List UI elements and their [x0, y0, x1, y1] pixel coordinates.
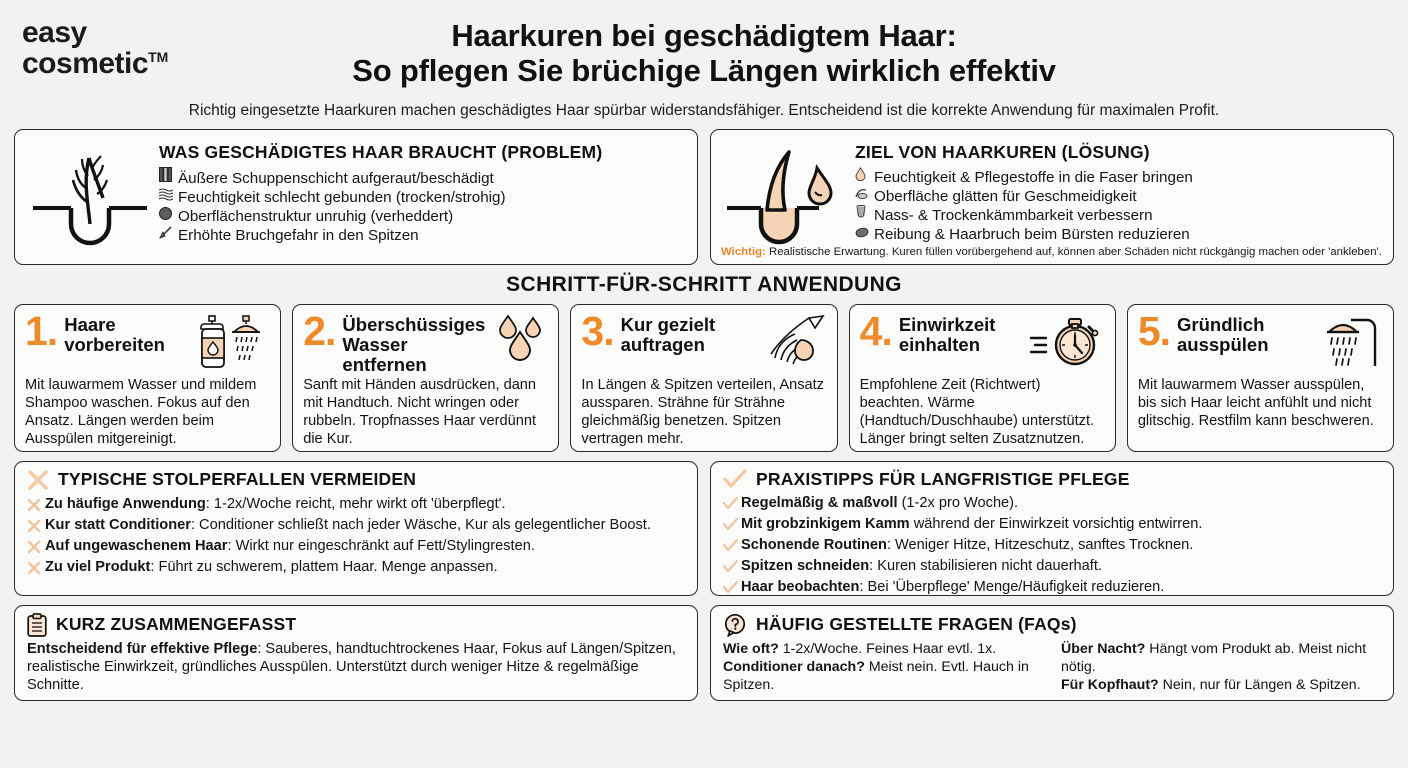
tips-panel [710, 461, 1394, 596]
step-header [25, 307, 270, 374]
faq-answer: Hängt vom Produkt ab. Meist nicht nötig. [1061, 640, 1367, 675]
step-number: 1. [25, 307, 58, 354]
tip-item-text: (1-2x pro Woche). [897, 494, 1019, 511]
summary-lead: Entscheidend für effektive Pflege [27, 640, 258, 657]
steps-section-title: SCHRITT-FÜR-SCHRITT ANWENDUNG [506, 272, 902, 296]
step-text: Mit lauwarmem Wasser ausspülen, bis sich Haar leicht anfühlt und nicht glitschig. Restfilm kann beschweren. [1137, 376, 1374, 429]
solution-panel-title: ZIEL VON HAARKUREN (LÖSUNG) [855, 141, 1150, 162]
x-mark-icon [27, 536, 45, 554]
pitfall-item-text: : 1-2x/Woche reicht, mehr wirkt oft 'überpflegt'. [205, 495, 506, 512]
droplet-icon [855, 167, 874, 181]
tip-item-bold: Schonende Routinen [741, 536, 887, 553]
step-label: Kur gezielt auftragen [620, 313, 716, 355]
step-number: 4. [859, 307, 892, 354]
faq-panel [710, 605, 1394, 701]
x-mark-icon [27, 557, 45, 575]
step-card-2 [292, 304, 559, 452]
step-header [859, 307, 1105, 374]
tip-item-bold: Haar beobachten [741, 579, 860, 596]
tip-item [723, 535, 1381, 556]
tip-item [723, 577, 1381, 598]
step-card-1 [14, 304, 281, 452]
title-line-2: So pflegen Sie brüchige Längen wirklich effektiv [352, 53, 1056, 89]
step-card-3 [570, 304, 837, 452]
problem-item-text: Erhöhte Bruchgefahr in den Spitzen [178, 227, 419, 245]
trademark-symbol: TM [148, 48, 169, 65]
step-header [303, 307, 548, 376]
tip-item [723, 493, 1381, 514]
step-header [1137, 307, 1383, 374]
faq-question: Für Kopfhaut? [1061, 676, 1159, 693]
step-text: Mit lauwarmem Wasser und mildem Shampoo waschen. Fokus auf den Ansatz. Längen werden beim Ausspülen mitgereinigt. [25, 376, 257, 447]
problem-item [159, 226, 687, 245]
tip-item-text: : Kuren stabilisieren nicht dauerhaft. [869, 558, 1102, 575]
step-number: 3. [581, 307, 614, 354]
pitfall-item [27, 515, 685, 536]
question-bubble-icon [723, 613, 747, 637]
step-card-4 [849, 304, 1116, 452]
brand-line-2 [22, 46, 292, 80]
problem-item-text: Äußere Schuppenschicht aufgeraut/beschädigt [178, 169, 494, 187]
problem-item-text: Feuchtigkeit schlecht gebunden (trocken/strohig) [178, 188, 506, 206]
subtitle: Richtig eingesetzte Haarkuren machen geschädigtes Haar spürbar widerstandsfähiger. Entscheidend ist die korrekte Anwendung für maximalen Profit. [188, 102, 1220, 119]
faq-panel-title-row [723, 613, 1381, 637]
tip-item-bold: Spitzen schneiden [741, 558, 870, 575]
pitfall-item-text: : Führt zu schwerem, plattem Haar. Menge anpassen. [150, 559, 498, 576]
step-label: Einwirkzeit einhalten [898, 313, 996, 355]
solution-item [855, 187, 1383, 206]
page-title [292, 10, 1116, 89]
x-mark-icon [27, 494, 45, 512]
step-text: In Längen & Spitzen verteilen, Ansatz aussparen. Strähne für Strähne gleichmäßig benetzen. Spitzen vertragen mehr. [581, 376, 824, 447]
tip-item [723, 514, 1381, 535]
brand-logo [14, 10, 292, 80]
brand-line-1: easy [22, 16, 87, 49]
faq-item [723, 658, 1043, 694]
faq-answer: 1-2x/Woche. Feines Haar evtl. 1x. [778, 640, 997, 657]
damaged-hair-follicle-illustration [25, 138, 155, 258]
shower-head-icon [1321, 312, 1383, 370]
comb-icon [855, 205, 874, 219]
summary-panel [14, 605, 698, 701]
title-line-1: Haarkuren bei geschädigtem Haar: [451, 18, 957, 53]
mid-panels-row [0, 461, 1408, 596]
moisture-bands-icon [159, 188, 178, 201]
solution-item-text: Oberfläche glätten für Geschmeidigkeit [874, 187, 1137, 205]
faq-panel-title: HÄUFIG GESTELLTE FRAGEN (FAQs) [756, 614, 1077, 635]
x-mark-icon [27, 515, 45, 533]
summary-panel-title-row [27, 613, 685, 637]
steps-row [0, 304, 1408, 452]
x-mark-icon [27, 469, 49, 491]
summary-panel-title: KURZ ZUSAMMENGEFASST [56, 614, 297, 635]
header-spacer [1116, 10, 1394, 18]
step-text: Sanft mit Händen ausdrücken, dann mit Handtuch. Nicht wringen oder rubbeln. Tropfnasses Haar verdünnt die Kur. [303, 376, 537, 447]
solution-item-text: Feuchtigkeit & Pflegestoffe in die Faser bringen [874, 168, 1193, 186]
shampoo-bottle-shower-icon [194, 312, 270, 370]
step-label: Überschüssiges Wasser entfernen [342, 313, 486, 376]
summary-body: : Sauberes, handtuchtrockenes Haar, Fokus auf Längen/Spitzen, realistische Einwirkzeit, gründliches Ausspülen. Unterstützt durch weniger Hitze & regelmäßige Schnitte. [27, 640, 676, 694]
pitfall-item-bold: Kur statt Conditioner [45, 516, 191, 533]
important-note-label: Wichtig: [721, 246, 766, 259]
rough-surface-icon [159, 207, 178, 220]
solution-item [855, 168, 1383, 187]
faq-question: Über Nacht? [1061, 640, 1146, 657]
problem-panel-body [155, 138, 687, 258]
check-mark-icon [723, 469, 747, 489]
tip-item-text: während der Einwirkzeit vorsichtig entwirren. [909, 515, 1203, 532]
step-header [581, 307, 826, 374]
faq-item [723, 640, 1043, 658]
faq-item [1061, 676, 1381, 694]
faq-item [1061, 640, 1381, 676]
tip-item-bold: Regelmäßig & maßvoll [741, 494, 898, 511]
pitfall-item-bold: Auf ungewaschenem Haar [45, 537, 228, 554]
problem-panel-title: WAS GESCHÄDIGTES HAAR BRAUCHT (PROBLEM) [159, 141, 603, 162]
solution-panel [710, 129, 1394, 265]
stopwatch-icon [1029, 312, 1105, 368]
important-note [721, 246, 1383, 259]
faq-answer: Meist nein. Evtl. Hauch in Spitzen. [723, 658, 1029, 693]
tip-item-bold: Mit grobzinkigem Kamm [741, 515, 910, 532]
step-number: 5. [1137, 307, 1171, 354]
problem-item [159, 188, 687, 207]
pitfalls-panel [14, 461, 698, 596]
step-text: Empfohlene Zeit (Richtwert) beachten. Wärme (Handtuch/Duschhaube) unterstützt. Länger bringt selten Zusatznutzen. [859, 376, 1095, 447]
split-end-icon [159, 226, 178, 239]
faq-question: Conditioner danach? [723, 658, 865, 675]
faq-question: Wie oft? [723, 640, 779, 657]
check-mark-icon [723, 493, 741, 510]
solution-item [855, 206, 1383, 225]
check-mark-icon [723, 514, 741, 531]
pitfall-item [27, 536, 685, 557]
tips-panel-title-row [723, 469, 1381, 490]
problem-panel [14, 129, 698, 265]
faq-columns [723, 640, 1381, 694]
step-label: Haare vorbereiten [64, 313, 165, 355]
tip-item-text: : Bei 'Überpflege' Menge/Häufigkeit reduzieren. [859, 579, 1165, 596]
solution-panel-body [851, 138, 1383, 258]
important-note-text: Realistische Erwartung. Kuren füllen vorübergehend auf, können aber Schäden nicht rückgängig machen oder 'ankleben'. [769, 246, 1382, 259]
check-mark-icon [723, 577, 741, 594]
header [0, 0, 1408, 100]
healthy-hair-follicle-droplet-illustration [721, 138, 851, 258]
faq-answer: Nein, nur für Längen & Spitzen. [1158, 676, 1361, 693]
problem-item [159, 168, 687, 188]
brand-line-2-text: cosmetic [22, 46, 149, 80]
bottom-panels-row [0, 605, 1408, 701]
pitfalls-panel-title-row [27, 469, 685, 491]
check-mark-icon [723, 535, 741, 552]
tip-item-text: : Weniger Hitze, Hitzeschutz, sanftes Trocknen. [886, 536, 1194, 553]
summary-panel-text [27, 640, 685, 695]
tips-panel-title: PRAXISTIPPS FÜR LANGFRISTIGE PFLEGE [756, 468, 1130, 489]
smoothing-icon [855, 187, 874, 200]
solution-item [855, 225, 1383, 244]
pitfall-item [27, 557, 685, 578]
brush-icon [855, 226, 874, 238]
tip-item [723, 556, 1381, 577]
problem-item [159, 207, 687, 226]
step-number: 2. [303, 307, 336, 354]
pitfall-item-bold: Zu viel Produkt [45, 559, 151, 576]
cuticle-scales-icon [159, 167, 178, 182]
pitfall-item-bold: Zu häufige Anwendung [45, 495, 206, 512]
problem-item-text: Oberflächenstruktur unruhig (verheddert) [178, 208, 454, 226]
step-label: Gründlich ausspülen [1177, 313, 1269, 355]
step-card-5 [1127, 304, 1394, 452]
pitfall-item-text: : Conditioner schließt nach jeder Wäsche, Kur als gelegentlicher Boost. [190, 516, 651, 533]
top-panels-row [0, 129, 1408, 265]
solution-item-text: Reibung & Haarbruch beim Bürsten reduzieren [874, 226, 1190, 244]
faq-column-right [1061, 640, 1381, 694]
pitfall-item [27, 494, 685, 515]
water-droplets-icon [496, 312, 548, 362]
pitfall-item-text: : Wirkt nur eingeschränkt auf Fett/Stylingresten. [227, 537, 535, 554]
solution-item-text: Nass- & Trockenkämmbarkeit verbessern [874, 207, 1153, 225]
check-mark-icon [723, 556, 741, 573]
hand-applying-icon [765, 312, 827, 368]
pitfalls-panel-title: TYPISCHE STOLPERFALLEN VERMEIDEN [58, 469, 417, 490]
clipboard-icon [27, 613, 47, 637]
faq-column-left [723, 640, 1043, 694]
